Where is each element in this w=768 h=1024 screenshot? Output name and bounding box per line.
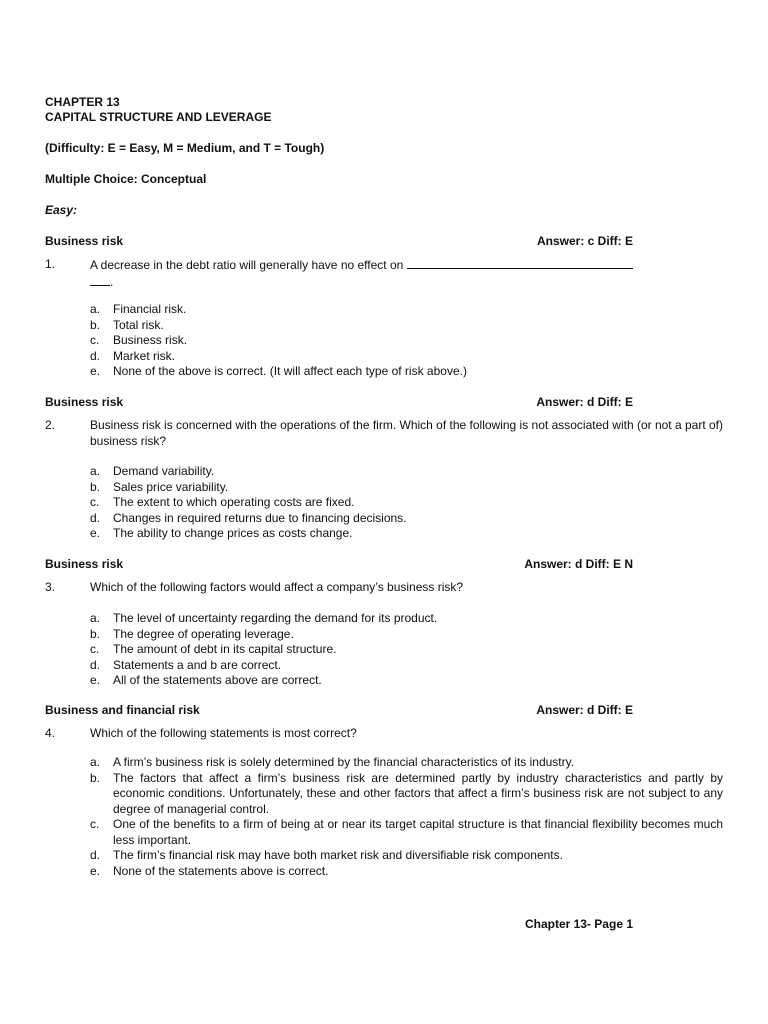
option-list — [90, 302, 723, 380]
option-text: None of the above is correct. (It will affect each type of risk above.) — [113, 364, 467, 378]
option-text: The factors that affect a firm’s business risk are determined partly by industry characteristics and partly by economic conditions. Unfortunately, these and other factors that affect a firm’s business risk are not subject to any degree of managerial control. — [113, 770, 723, 816]
option-letter: e. — [90, 526, 101, 540]
question-header — [45, 557, 633, 573]
option-text: Financial risk. — [113, 302, 187, 316]
option-list — [90, 464, 723, 542]
option-item — [90, 771, 723, 818]
option-item — [90, 642, 723, 658]
option-text: One of the benefits to a firm of being at or near its target capital structure is that financial flexibility becomes much less important. — [113, 817, 723, 847]
answer-key: Answer: d Diff: E N — [524, 557, 633, 571]
question-text: Which of the following statements is most correct? — [90, 726, 357, 740]
option-item — [90, 464, 723, 480]
option-letter: b. — [90, 626, 101, 641]
option-text: None of the statements above is correct. — [113, 863, 329, 878]
question-topic: Business and financial risk — [45, 703, 200, 717]
question-header — [45, 234, 633, 250]
option-text: Changes in required returns due to financing decisions. — [113, 510, 407, 525]
question-number: 4. — [45, 726, 56, 740]
option-list — [90, 611, 723, 689]
answer-blank-continued — [90, 274, 110, 286]
answer-key: Answer: d Diff: E — [536, 395, 633, 409]
option-letter: b. — [90, 770, 101, 785]
option-item — [90, 480, 723, 496]
option-letter: e. — [90, 863, 101, 878]
option-letter: d. — [90, 657, 101, 672]
option-text: Statements a and b are correct. — [113, 657, 282, 672]
option-letter: a. — [90, 611, 101, 625]
option-text: Business risk. — [113, 333, 188, 347]
difficulty-legend: (Difficulty: E = Easy, M = Medium, and T = Tough) — [45, 141, 325, 155]
question-stem: A decrease in the debt ratio will generally have no effect on — [90, 258, 404, 272]
question-text: Business risk is concerned with the operations of the firm. Which of the following is not associated with (or not a part of) business risk? — [90, 418, 723, 448]
question-topic: Business risk — [45, 395, 124, 409]
option-item — [90, 848, 723, 864]
option-text: The degree of operating leverage. — [113, 626, 294, 641]
option-text: The firm’s financial risk may have both market risk and diversifiable risk components. — [113, 848, 563, 862]
option-item — [90, 673, 723, 689]
question-number: 2. — [45, 418, 56, 432]
option-item — [90, 755, 723, 771]
option-text: The extent to which operating costs are fixed. — [113, 495, 355, 509]
question-text — [90, 257, 723, 290]
option-text: Market risk. — [113, 348, 176, 363]
question-header — [45, 395, 633, 411]
option-item — [90, 526, 723, 542]
option-letter: e. — [90, 673, 101, 687]
level-heading: Easy: — [45, 203, 78, 217]
option-text: All of the statements above are correct. — [113, 673, 322, 687]
option-text: Sales price variability. — [113, 479, 229, 494]
question-text: Which of the following factors would affect a company’s business risk? — [90, 580, 464, 594]
question-header — [45, 703, 633, 719]
question-number: 3. — [45, 580, 56, 594]
option-item — [90, 627, 723, 643]
option-item — [90, 349, 723, 365]
question-topic: Business risk — [45, 234, 124, 248]
answer-key: Answer: d Diff: E — [536, 703, 633, 717]
option-item — [90, 495, 723, 511]
option-item — [90, 817, 723, 848]
question-topic: Business risk — [45, 557, 124, 571]
answer-blank — [407, 257, 633, 269]
option-item — [90, 364, 723, 380]
option-letter: c. — [90, 817, 100, 831]
option-letter: a. — [90, 755, 101, 769]
option-list — [90, 755, 723, 879]
option-letter: a. — [90, 302, 101, 316]
question-number: 1. — [45, 257, 56, 271]
section-heading: Multiple Choice: Conceptual — [45, 172, 207, 186]
option-text: The ability to change prices as costs change. — [113, 526, 353, 540]
option-letter: b. — [90, 317, 101, 332]
answer-key: Answer: c Diff: E — [536, 234, 633, 248]
option-item — [90, 864, 723, 880]
option-letter: d. — [90, 510, 101, 525]
option-item — [90, 318, 723, 334]
chapter-title: CAPITAL STRUCTURE AND LEVERAGE — [45, 110, 272, 124]
option-letter: d. — [90, 348, 101, 363]
option-item — [90, 658, 723, 674]
option-text: Demand variability. — [113, 464, 215, 478]
chapter-label: CHAPTER 13 — [45, 95, 120, 109]
option-letter: a. — [90, 464, 101, 478]
question-stem-end: . — [110, 274, 114, 289]
option-letter: c. — [90, 642, 100, 656]
page-footer: Chapter 13- Page 1 — [524, 917, 633, 931]
option-letter: c. — [90, 333, 100, 347]
option-letter: b. — [90, 479, 101, 494]
option-letter: d. — [90, 848, 101, 862]
option-item — [90, 611, 723, 627]
option-text: The level of uncertainty regarding the demand for its product. — [113, 611, 438, 625]
option-item — [90, 511, 723, 527]
option-text: A firm’s business risk is solely determined by the financial characteristics of its industry. — [113, 755, 575, 769]
option-text: Total risk. — [113, 317, 164, 332]
option-item — [90, 302, 723, 318]
option-letter: e. — [90, 364, 101, 378]
option-text: The amount of debt in its capital structure. — [113, 642, 337, 656]
option-letter: c. — [90, 495, 100, 509]
option-item — [90, 333, 723, 349]
